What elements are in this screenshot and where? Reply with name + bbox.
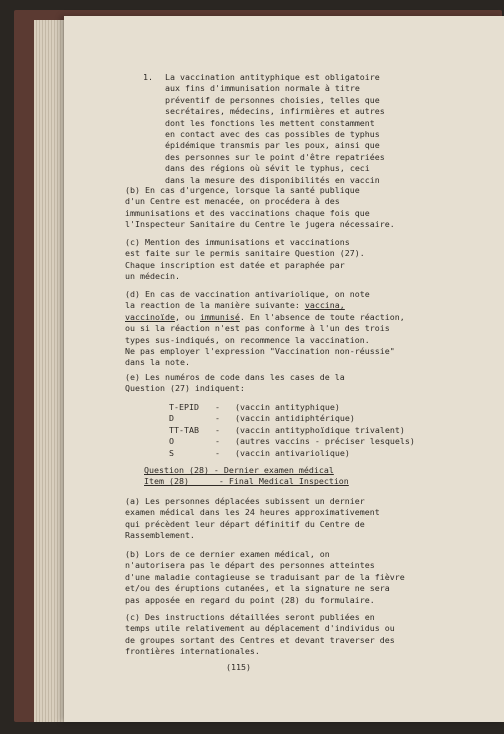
text-line: examen médical dans les 24 heures approximativement [125,507,380,518]
heading-english: Item (28) - Final Medical Inspection [144,476,349,487]
document-page [64,16,504,722]
text-line [125,300,405,311]
text-line: d'un Centre est menacée, on procédera à des [125,196,340,207]
code-description: (vaccin antityphoïdique trivalent) [235,424,405,435]
item1-text [165,72,385,186]
text-line: qui précèdent leur départ définitif du Centre de [125,518,365,529]
text-line: des personnes sur le point d'être repatriées [165,151,385,162]
text-line: pas apposée en regard du point (28) du formulaire. [125,594,375,605]
text-line: l'Inspecteur Sanitaire du Centre le jugera nécessaire. [125,219,395,230]
paragraph-b2 [125,549,405,606]
term-immunise: immunisé [199,311,240,322]
text-line: (c) Des instructions détaillées seront publiées en [125,612,375,622]
code: O [169,436,174,447]
text-line: dans la note. [125,357,190,368]
text-line: (b) En cas d'urgence, lorsque la santé publique [125,185,360,195]
code: TT-TAB [169,424,199,435]
paragraph-a2 [125,496,380,542]
text-line: immunisations et des vaccinations chaque fois que [125,207,370,218]
code-dash: - [215,436,220,447]
paragraph-b [125,185,395,231]
text-line: Chaque inscription est datée et paraphée par [125,259,345,270]
paragraph-c2 [125,612,395,658]
text-line: secrétaires, médecins, infirmières et autres [165,106,385,117]
text-line: (c) Mention des immunisations et vaccinations [125,237,350,247]
text-line: un médecin. [125,271,180,282]
text-fragment: . En l'absence de toute réaction, [239,311,405,322]
text-line: ou si la réaction n'est pas conforme à l'un des trois [125,323,390,334]
text-line: dont les fonctions les mettent constamment [165,117,375,128]
code-dash: - [215,402,220,412]
paragraph-c [125,237,365,283]
text-fragment: la reaction de la manière suivante: [125,300,305,311]
text-line: Rassemblement. [125,530,195,541]
page-number: (115) [226,662,251,672]
paragraph-e [125,372,345,395]
text-fragment: , ou [174,311,200,322]
code-dash: - [215,413,220,424]
text-line: types sus-indiqués, on recommence la vaccination. [125,334,370,345]
text-line: Question (27) indiquent: [125,383,245,394]
text-line: et/ou des éruptions cutanées, et la signature ne sera [125,583,390,594]
code-description: (vaccin antivariolique) [235,447,350,458]
text-line: aux fins d'immunisation normale à titre [165,83,360,94]
text-line: Ne pas employer l'expression "Vaccination non-réussie" [125,345,395,356]
term-vaccinoide: vaccinoïde [125,311,175,322]
code: D [169,413,174,424]
section-heading [144,465,349,488]
text-line: (b) Lors de ce dernier examen médical, on [125,549,330,559]
text-line: de groupes sortant des Centres et devant traverser des [125,634,395,645]
code-dash: - [215,424,220,435]
heading-french: Question (28) - Dernier examen médical [144,465,334,475]
text-line: La vaccination antityphique est obligatoire [165,72,380,82]
code: S [169,447,174,458]
text-line: n'autorisera pas le départ des personnes atteintes [125,560,375,571]
text-line: épidémique transmis par les poux, ainsi que [165,140,380,151]
text-line: dans des régions où sévit le typhus, ceci [165,163,370,174]
text-line: d'une maladie contagieuse se traduisant par de la fièvre [125,571,405,582]
term-vaccina: vaccina, [304,300,345,311]
text-line: (a) Les personnes déplacées subissent un dernier [125,496,365,506]
text-line: (e) Les numéros de code dans les cases de la [125,372,345,382]
paragraph-d [125,289,405,369]
code-description: (vaccin antidiphtérique) [235,413,355,424]
text-line: dans la mesure des disponibilités en vaccin [165,174,380,185]
code-description: (vaccin antityphique) [235,402,340,412]
code-dash: - [215,447,220,458]
text-line: temps utile relativement au déplacement d'individus ou [125,623,395,634]
text-line: est faite sur le permis sanitaire Question (27). [125,248,365,259]
item-number: 1. [143,72,153,82]
text-line: frontières internationales. [125,646,260,657]
text-line [125,312,405,323]
text-line: en contact avec des cas possibles de typhus [165,128,380,139]
code-description: (autres vaccins - préciser lesquels) [235,436,415,447]
text-line: préventif de personnes choisies, telles que [165,94,380,105]
text-line: (d) En cas de vaccination antivariolique, on note [125,289,370,299]
code: T-EPID [169,402,199,412]
